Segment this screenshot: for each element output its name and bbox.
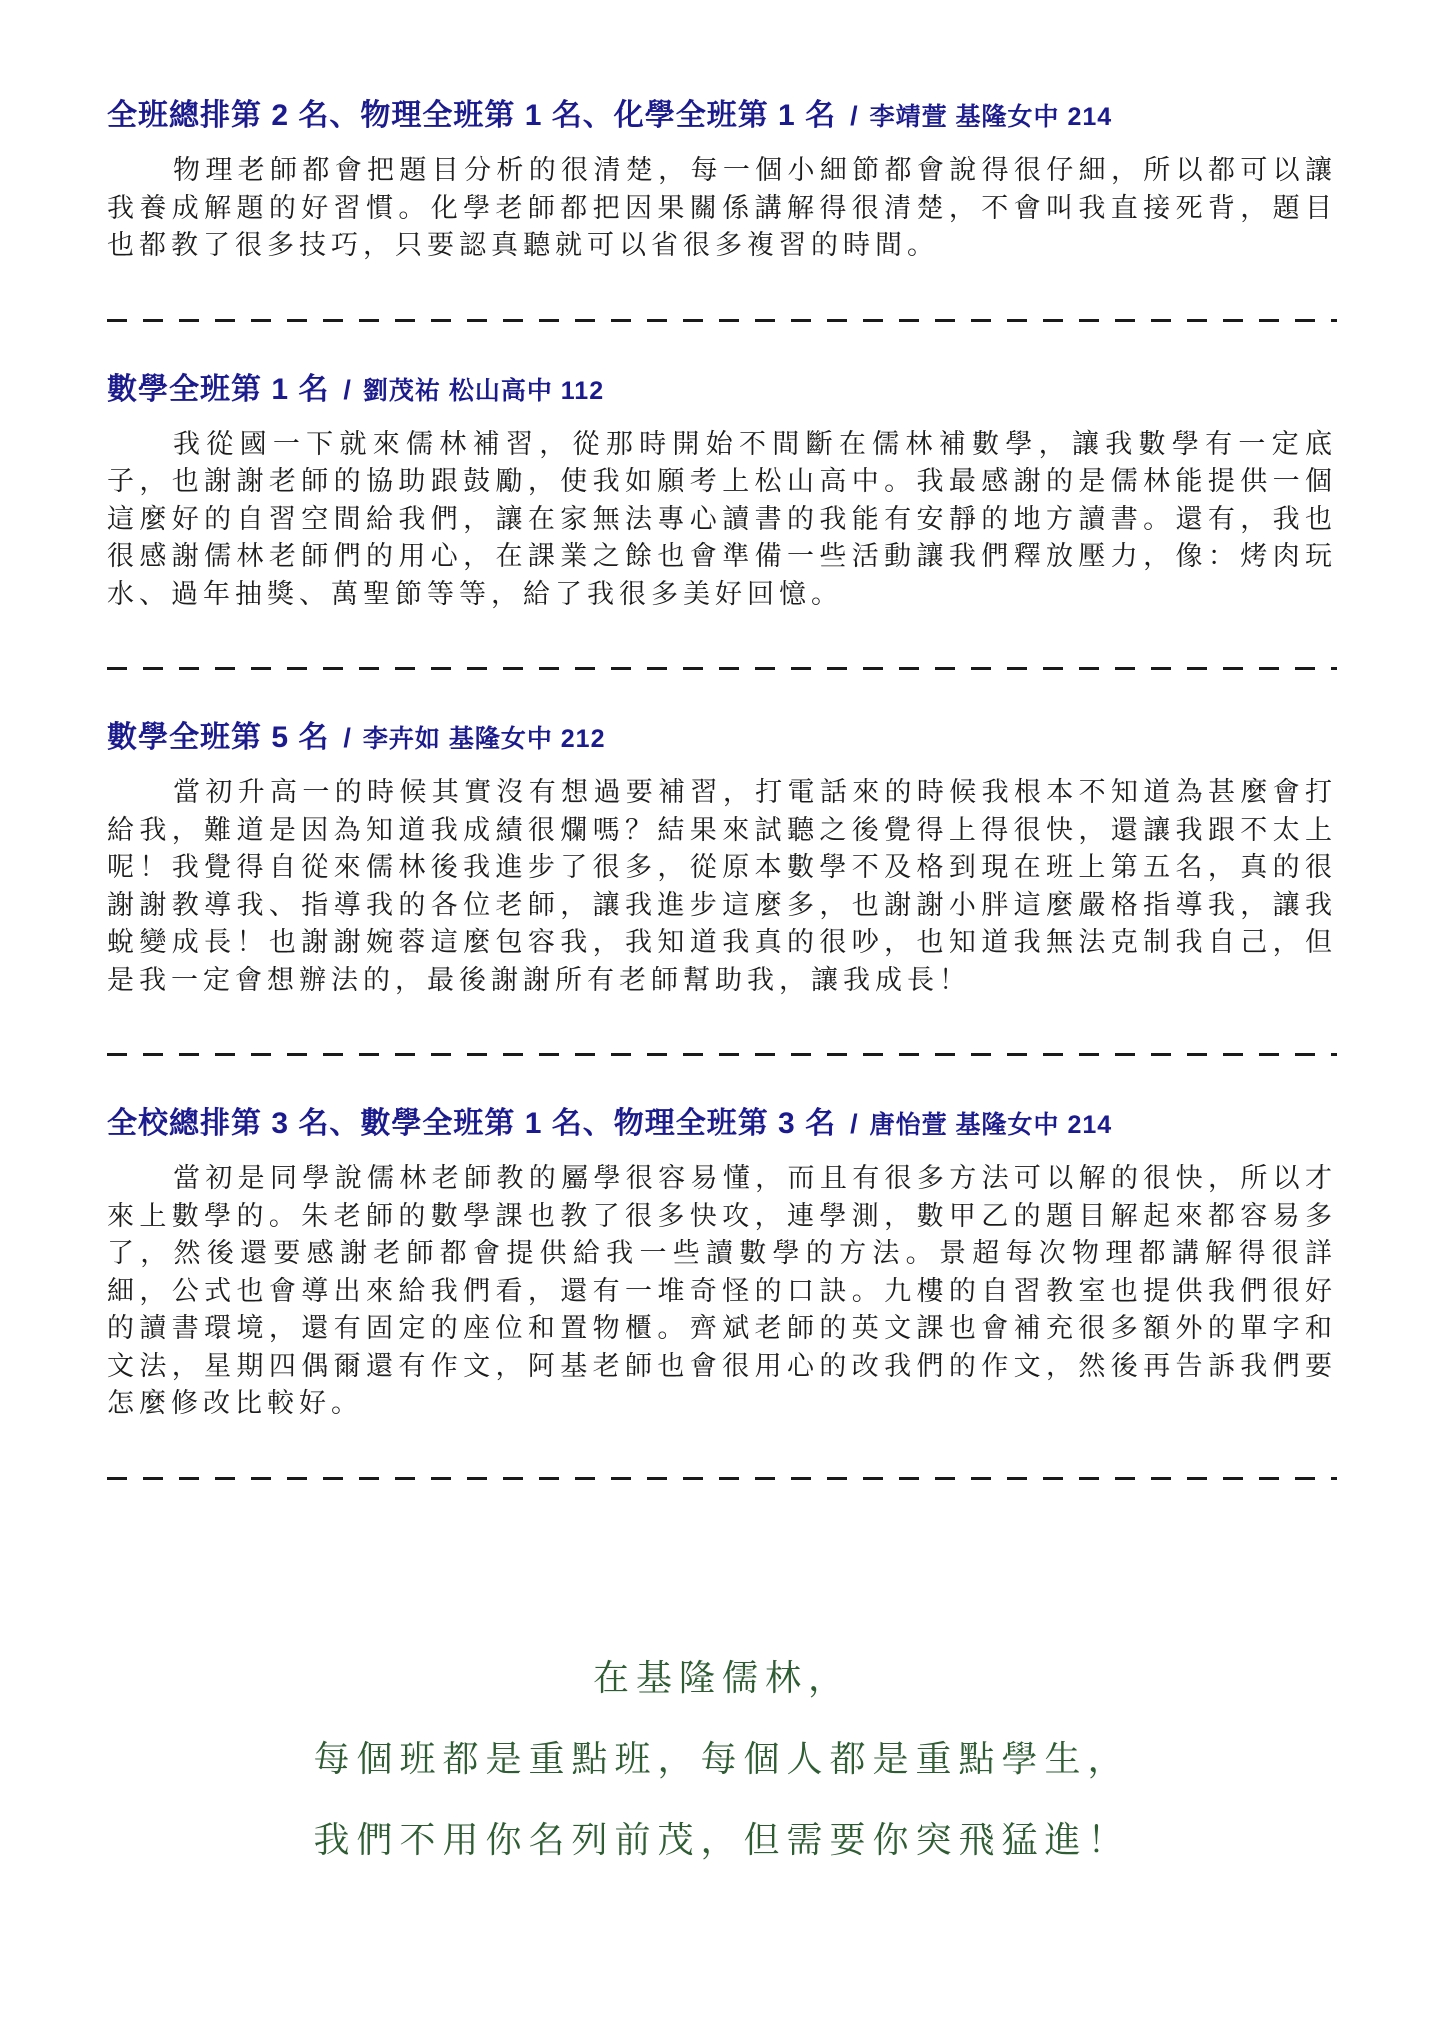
closing-message [107,1638,1337,1881]
testimonial-paragraph: 當初升高一的時候其實沒有想過要補習，打電話來的時候我根本不知道為甚麼會打給我，難道是因為知道我成績很爛嗎？結果來試聽之後覺得上得很快，還讓我跟不太上呢！我覺得自從來儒林後我進步了很多，從原本數學不及格到現在班上第五名，真的很謝謝教導我、指導我的各位老師，讓我進步這麼多，也謝謝小胖這麼嚴格指導我，讓我蛻變成長！也謝謝婉蓉這麼包容我，我知道我真的很吵，也知道我無法克制我自己，但是我一定會想辦法的，最後謝謝所有老師幫助我，讓我成長！ [107,777,1337,995]
achievement-title: 數學全班第 5 名 [107,721,330,754]
dashed-divider [107,1053,1337,1056]
testimonial-section [107,96,1337,265]
testimonial-paragraph: 我從國一下就來儒林補習，從那時開始不間斷在儒林補數學，讓我數學有一定底子，也謝謝老師的協助跟鼓勵，使我如願考上松山高中。我最感謝的是儒林能提供一個這麼好的自習空間給我們，讓在家無法專心讀書的我能有安靜的地方讀書。還有，我也很感謝儒林老師們的用心，在課業之餘也會準備一些活動讓我們釋放壓力，像：烤肉玩水、過年抽獎、萬聖節等等，給了我很多美好回憶。 [107,428,1337,609]
closing-line: 我們不用你名列前茂，但需要你突飛猛進！ [313,1819,1131,1861]
section-heading [107,1104,1337,1146]
dashed-divider [107,1477,1337,1480]
testimonial-paragraph: 物理老師都會把題目分析的很清楚，每一個小細節都會說得很仔細，所以都可以讓我養成解題的好習慣。化學老師都把因果關係講解得很清楚，不會叫我直接死背，題目也都教了很多技巧，只要認真聽就可以省很多複習的時間。 [107,155,1337,260]
heading-separator: / [343,374,351,405]
testimonial-section [107,1104,1337,1423]
closing-line: 在基隆儒林， [592,1657,851,1699]
testimonial-paragraph: 當初是同學說儒林老師教的屬學很容易懂，而且有很多方法可以解的很快，所以才來上數學的。朱老師的數學課也教了很多快攻，連學測，數甲乙的題目解起來都容易多了，然後還要感謝老師都會提供給我一些讀數學的方法。景超每次物理都講解得很詳細，公式也會導出來給我們看，還有一堆奇怪的口訣。九樓的自習教室也提供我們很好的讀書環境，還有固定的座位和置物櫃。齊斌老師的英文課也會補充很多額外的單字和文法，星期四偶爾還有作文，阿基老師也會很用心的改我們的作文，然後再告訴我們要怎麼修改比較好。 [107,1163,1337,1418]
student-byline: 唐怡萱 基隆女中 214 [869,1111,1113,1139]
student-byline: 李靖萱 基隆女中 214 [869,103,1113,131]
testimonial-section [107,370,1337,614]
heading-separator: / [850,1109,858,1139]
student-byline: 劉茂祐 松山高中 112 [362,376,605,405]
student-byline: 李卉如 基隆女中 212 [362,725,606,753]
achievement-title: 數學全班第 1 名 [107,372,330,406]
achievement-title: 全校總排第 3 名、數學全班第 1 名、物理全班第 3 名 [107,1107,837,1140]
closing-line: 每個班都是重點班，每個人都是重點學生， [313,1738,1131,1780]
testimonial-section [107,718,1337,999]
heading-separator: / [850,101,858,131]
section-heading [107,718,1337,760]
dashed-divider [107,667,1337,670]
section-heading [107,370,1337,412]
section-heading [107,96,1337,138]
heading-separator: / [343,723,351,753]
dashed-divider [107,319,1337,322]
achievement-title: 全班總排第 2 名、物理全班第 1 名、化學全班第 1 名 [107,99,837,132]
